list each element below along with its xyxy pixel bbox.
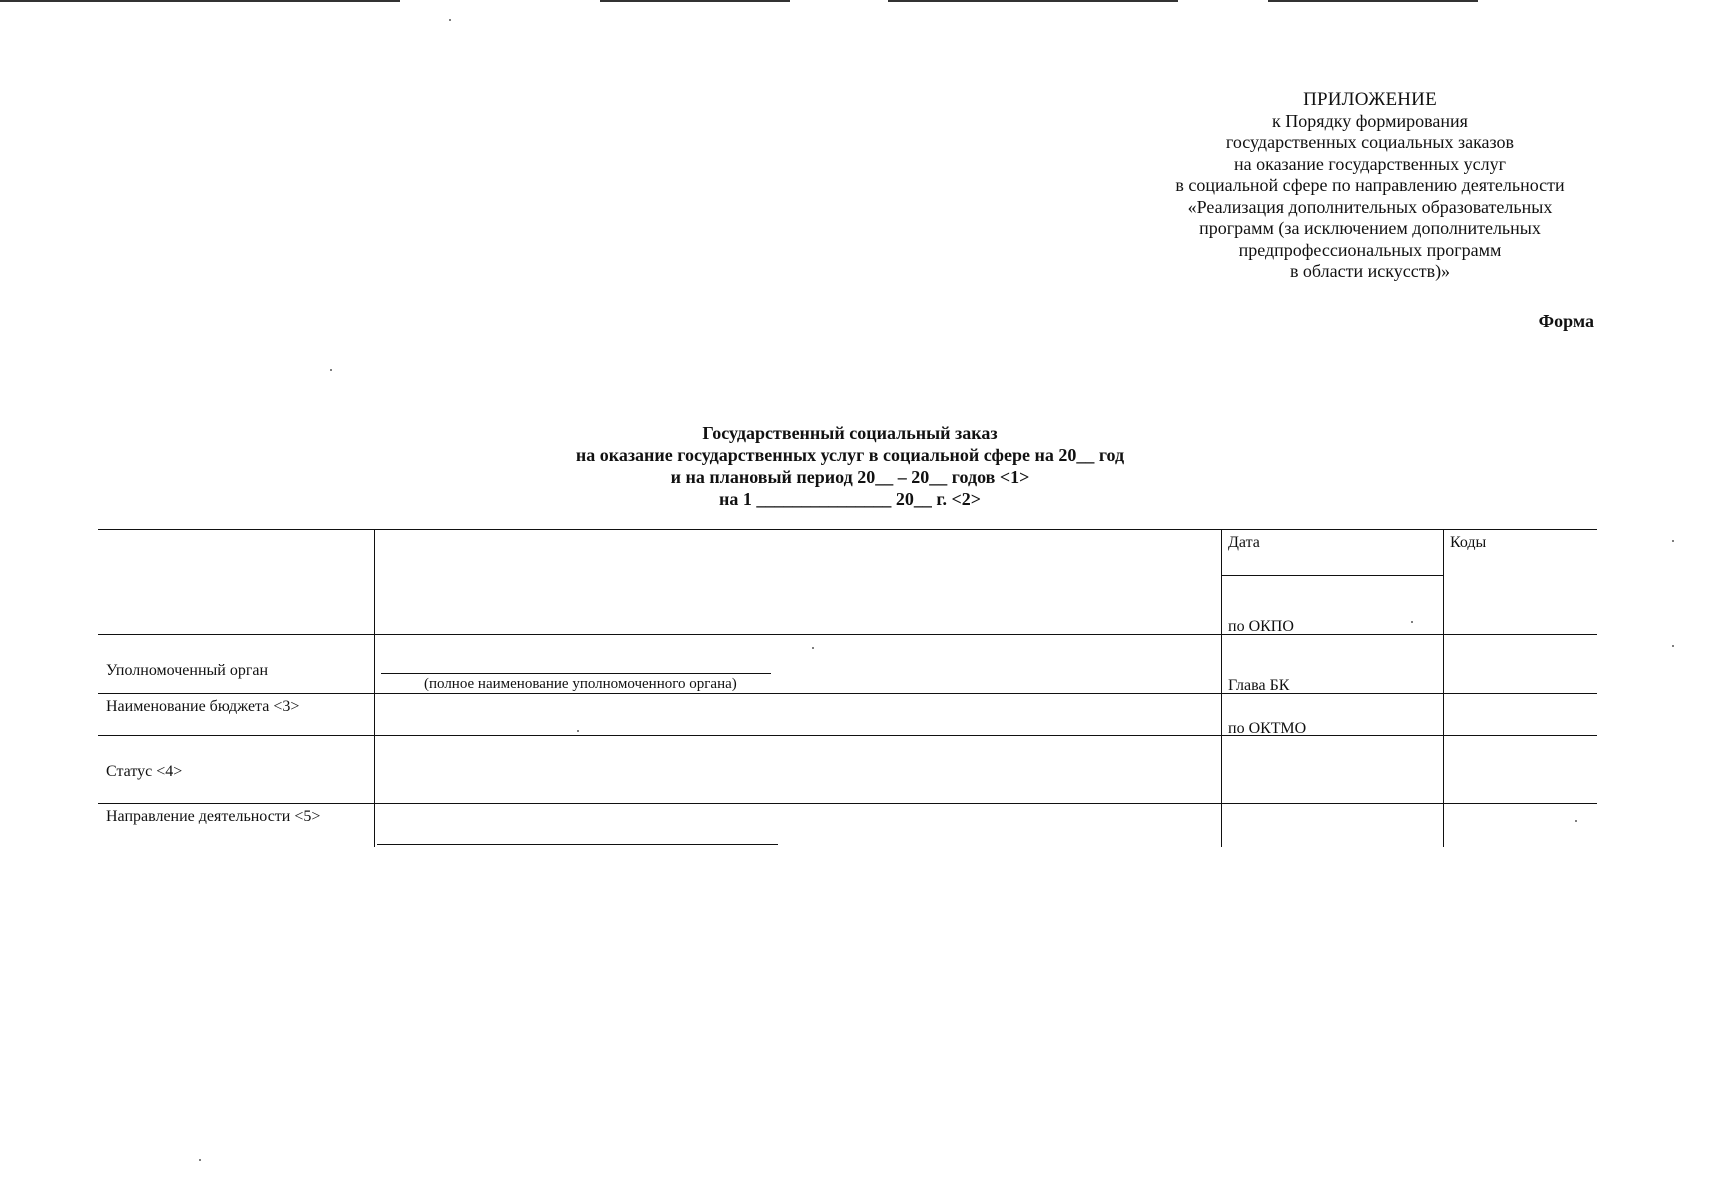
- scan-edge-mark: [0, 0, 400, 2]
- appendix-line: «Реализация дополнительных образовательных: [1187, 196, 1553, 217]
- row-divider: [98, 735, 1597, 736]
- appendix-title: ПРИЛОЖЕНИЕ: [1303, 89, 1437, 110]
- authority-label: Уполномоченный орган: [106, 662, 269, 679]
- scan-edge-mark: [600, 0, 790, 2]
- column-divider: [1221, 529, 1222, 847]
- appendix-line: к Порядку формирования: [1272, 110, 1468, 131]
- okpo-label: по ОКПО: [1228, 618, 1294, 635]
- codes-header: Коды: [1450, 534, 1487, 551]
- oktmo-label: по ОКТМО: [1228, 720, 1307, 737]
- column-divider: [374, 529, 375, 847]
- appendix-line: государственных социальных заказов: [1225, 132, 1515, 152]
- document-heading: [350, 422, 1350, 510]
- heading-line: Государственный социальный заказ: [702, 423, 998, 443]
- appendix-line: предпрофессиональных программ: [1238, 239, 1502, 260]
- appendix-line: на оказание государственных услуг: [1233, 153, 1507, 174]
- row-divider: [98, 693, 1597, 694]
- appendix-line: в социальной сфере по направлению деятельности: [1175, 175, 1565, 195]
- scan-speck: [449, 19, 451, 21]
- date-cell-divider: [1222, 575, 1444, 576]
- scan-speck: [1411, 621, 1413, 623]
- appendix-block: [1150, 89, 1590, 283]
- heading-line: на 1 _______________ 20__ г. <2>: [718, 489, 982, 509]
- column-divider: [1443, 529, 1444, 847]
- row-divider: [98, 803, 1597, 804]
- heading-line: на оказание государственных услуг в социальной сфере на 20__ год: [575, 445, 1125, 465]
- authority-hint: (полное наименование уполномоченного органа): [424, 676, 737, 692]
- table-top-border: [98, 529, 1597, 530]
- status-label: Статус <4>: [106, 763, 183, 780]
- appendix-line: программ (за исключением дополнительных: [1199, 218, 1541, 238]
- form-table: [98, 528, 1597, 848]
- date-label: Дата: [1228, 534, 1260, 551]
- scan-speck: [1575, 820, 1577, 822]
- row-divider: [98, 634, 1597, 635]
- scan-edge-mark: [888, 0, 1178, 2]
- scan-edge-mark: [1268, 0, 1478, 2]
- scan-speck: [199, 1159, 201, 1161]
- appendix-line: в области искусств)»: [1289, 261, 1451, 281]
- scan-speck: [330, 369, 332, 371]
- scan-speck: [1672, 540, 1674, 542]
- scan-speck: [812, 647, 814, 649]
- direction-label: Направление деятельности <5>: [106, 808, 321, 825]
- scan-speck: [577, 730, 579, 732]
- form-label: Форма: [1538, 311, 1594, 331]
- authority-underline: [381, 673, 771, 674]
- direction-underline: [377, 844, 778, 845]
- scan-speck: [1672, 645, 1674, 647]
- heading-line: и на плановый период 20__ – 20__ годов <1>: [670, 467, 1030, 487]
- budget-label: Наименование бюджета <3>: [106, 698, 300, 715]
- glava-bk-label: Глава БК: [1228, 677, 1290, 694]
